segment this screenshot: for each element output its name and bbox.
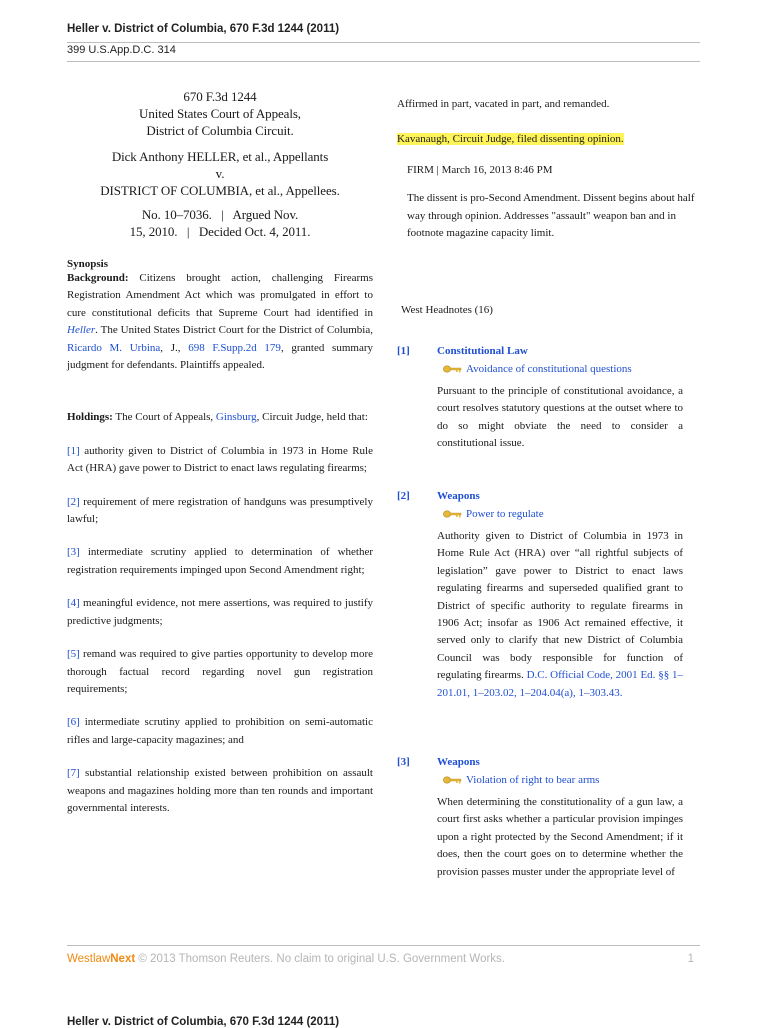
headnote-key-link[interactable]	[443, 508, 544, 520]
disposition-text: Affirmed in part, vacated in part, and remanded.	[397, 98, 610, 110]
headnote-key-label: Power to regulate	[466, 508, 544, 520]
holding-text: remand was required to give parties opportunity to develop more thorough factual record regarding novel gun registration requirements;	[67, 648, 373, 695]
headnote-text	[437, 528, 683, 702]
headnote-key-link[interactable]	[443, 774, 599, 786]
background-label: Background:	[67, 272, 129, 284]
westlaw-logo: Westlaw	[67, 953, 111, 965]
background-text-4: , granted summary judgment for defendants. Plaintiffs appealed.	[67, 341, 373, 372]
holding-number-link[interactable]: [5]	[67, 648, 80, 661]
holding-number-link[interactable]: [4]	[67, 597, 80, 610]
ginsburg-link[interactable]: Ginsburg	[215, 411, 257, 424]
holding-number-link[interactable]: [1]	[67, 444, 80, 457]
key-icon	[443, 510, 462, 518]
appellee-party: DISTRICT OF COLUMBIA, et al., Appellees.	[100, 183, 340, 198]
background-text-3: , J.,	[160, 341, 189, 354]
court-circuit: District of Columbia Circuit.	[146, 123, 294, 138]
holdings-label: Holdings:	[67, 411, 113, 424]
dissent-note	[397, 131, 713, 148]
headnote-topic-link[interactable]: Weapons	[437, 490, 480, 502]
headnote-number-link[interactable]: [3]	[397, 756, 410, 768]
holding-item	[67, 494, 373, 529]
headnote-key-link[interactable]	[443, 363, 632, 375]
page-footer	[67, 953, 700, 965]
copyright-text: © 2013 Thomson Reuters. No claim to original U.S. Government Works.	[135, 953, 505, 965]
footer-divider	[67, 945, 700, 946]
headnote-key-label: Avoidance of constitutional questions	[466, 363, 632, 375]
right-column	[397, 96, 713, 878]
judge-link[interactable]: Ricardo M. Urbina	[67, 341, 161, 354]
next-page-header: Heller v. District of Columbia, 670 F.3d 1244 (2011)	[67, 1016, 340, 1028]
left-column	[67, 88, 373, 817]
holding-text: substantial relationship existed between prohibition on assault weapons and magazines holding more than ten rounds and important governmental interests.	[67, 767, 373, 814]
holding-text: intermediate scrutiny applied to prohibition on semi-automatic rifles and large-capacity magazines; and	[67, 716, 373, 746]
dissent-highlight[interactable]: Kavanaugh, Circuit Judge, filed dissenting opinion.	[397, 133, 624, 146]
key-icon	[443, 776, 462, 784]
headnote-number-link[interactable]: [1]	[397, 345, 410, 357]
header-divider-lower	[67, 61, 700, 62]
versus-label: v.	[215, 166, 225, 181]
case-citation-block	[67, 88, 373, 240]
appellant-party: Dick Anthony HELLER, et al., Appellants	[111, 149, 329, 164]
headnote-body: Authority given to District of Columbia in 1973 in Home Rule Act (HRA) over “all rightful subjects of legislation” gave power to District to enact laws regulating firearms and superseded qualified grant to District of specific authority to regulate firearms in 1906 Act; insofar as 1906 Act remained effective, it served only to clarify that new District of Columbia Council was body responsible for function of regulating firearms.	[437, 530, 683, 682]
heller-link[interactable]: Heller	[67, 324, 96, 337]
holding-text: meaningful evidence, not mere assertions, was required to justify predictive judgments;	[67, 597, 373, 627]
holding-number-link[interactable]: [2]	[67, 495, 80, 508]
document-header-subtitle: 399 U.S.App.D.C. 314	[67, 44, 176, 56]
document-header-title: Heller v. District of Columbia, 670 F.3d 1244 (2011)	[67, 23, 340, 35]
holdings-intro	[67, 409, 373, 426]
holdings-text: The Court of Appeals,	[112, 411, 216, 424]
holding-item	[67, 544, 373, 579]
headnote-text: Pursuant to the principle of constitutional avoidance, a court resolves statutory questions at the outset where to do so might obviate the need to consider a constitutional issue.	[437, 385, 683, 450]
headnotes-heading: West Headnotes (16)	[401, 304, 493, 316]
docket-line-1: No. 10–7036. | Argued Nov.	[141, 207, 299, 222]
annotation-meta: FIRM | March 16, 2013 8:46 PM	[407, 163, 553, 176]
header-divider	[67, 42, 700, 43]
background-text: Citizens brought action, challenging Firearms Registration Amendment Act which was promulgated in effort to cure constitutional deficits that Supreme Court had identified in	[67, 272, 373, 319]
westlaw-next-logo: Next	[110, 953, 136, 965]
holding-item	[67, 646, 373, 698]
reporter-citation: 670 F.3d 1244	[183, 89, 257, 104]
district-citation-link[interactable]: 698 F.Supp.2d 179	[188, 341, 281, 354]
background-paragraph	[67, 270, 373, 374]
holding-text: requirement of mere registration of handguns was presumptively lawful;	[67, 495, 373, 526]
docket-line-2: 15, 2010. | Decided Oct. 4, 2011.	[129, 224, 311, 239]
headnote-key-label: Violation of right to bear arms	[466, 774, 600, 786]
holding-number-link[interactable]: [6]	[67, 716, 80, 729]
statute-citation-link[interactable]: D.C. Official Code, 2001 Ed. §§ 1–201.01, 1–203.02, 1–204.04(a), 1–303.43.	[437, 669, 684, 699]
holding-text: authority given to District of Columbia in 1973 in Home Rule Act (HRA) gave power to District to enact laws regulating firearms;	[67, 444, 373, 475]
holding-item	[67, 595, 373, 630]
holding-number-link[interactable]: [3]	[67, 546, 80, 559]
holding-item	[67, 443, 373, 478]
holding-text: intermediate scrutiny applied to determination of whether registration requirements impinged upon Second Amendment right;	[67, 546, 373, 576]
background-text-2: . The United States District Court for the District of Columbia,	[95, 324, 373, 337]
user-annotation-note[interactable]	[407, 162, 713, 243]
headnote-topic-link[interactable]: Weapons	[437, 756, 480, 768]
holdings-text-2: , Circuit Judge, held that:	[256, 411, 368, 424]
page-number: 1	[687, 953, 694, 965]
headnote-text: When determining the constitutionality of a gun law, a court first asks whether a particular provision impinges upon a right protected by the Second Amendment; if it does, then the court goes on to determine whether the provision passes muster under the appropriate level of	[437, 796, 683, 878]
headnote-number-link[interactable]: [2]	[397, 490, 410, 502]
key-icon	[443, 365, 462, 373]
headnote-topic-link[interactable]: Constitutional Law	[437, 345, 528, 357]
annotation-text: The dissent is pro-Second Amendment. Dissent begins about half way through opinion. Addresses "assault" weapon ban and in footnote magazine capacity limit.	[407, 192, 695, 240]
holding-number-link[interactable]: [7]	[67, 767, 80, 780]
holding-item	[67, 714, 373, 749]
holding-item	[67, 765, 373, 817]
synopsis-heading: Synopsis	[67, 258, 108, 270]
court-name: United States Court of Appeals,	[139, 106, 301, 121]
